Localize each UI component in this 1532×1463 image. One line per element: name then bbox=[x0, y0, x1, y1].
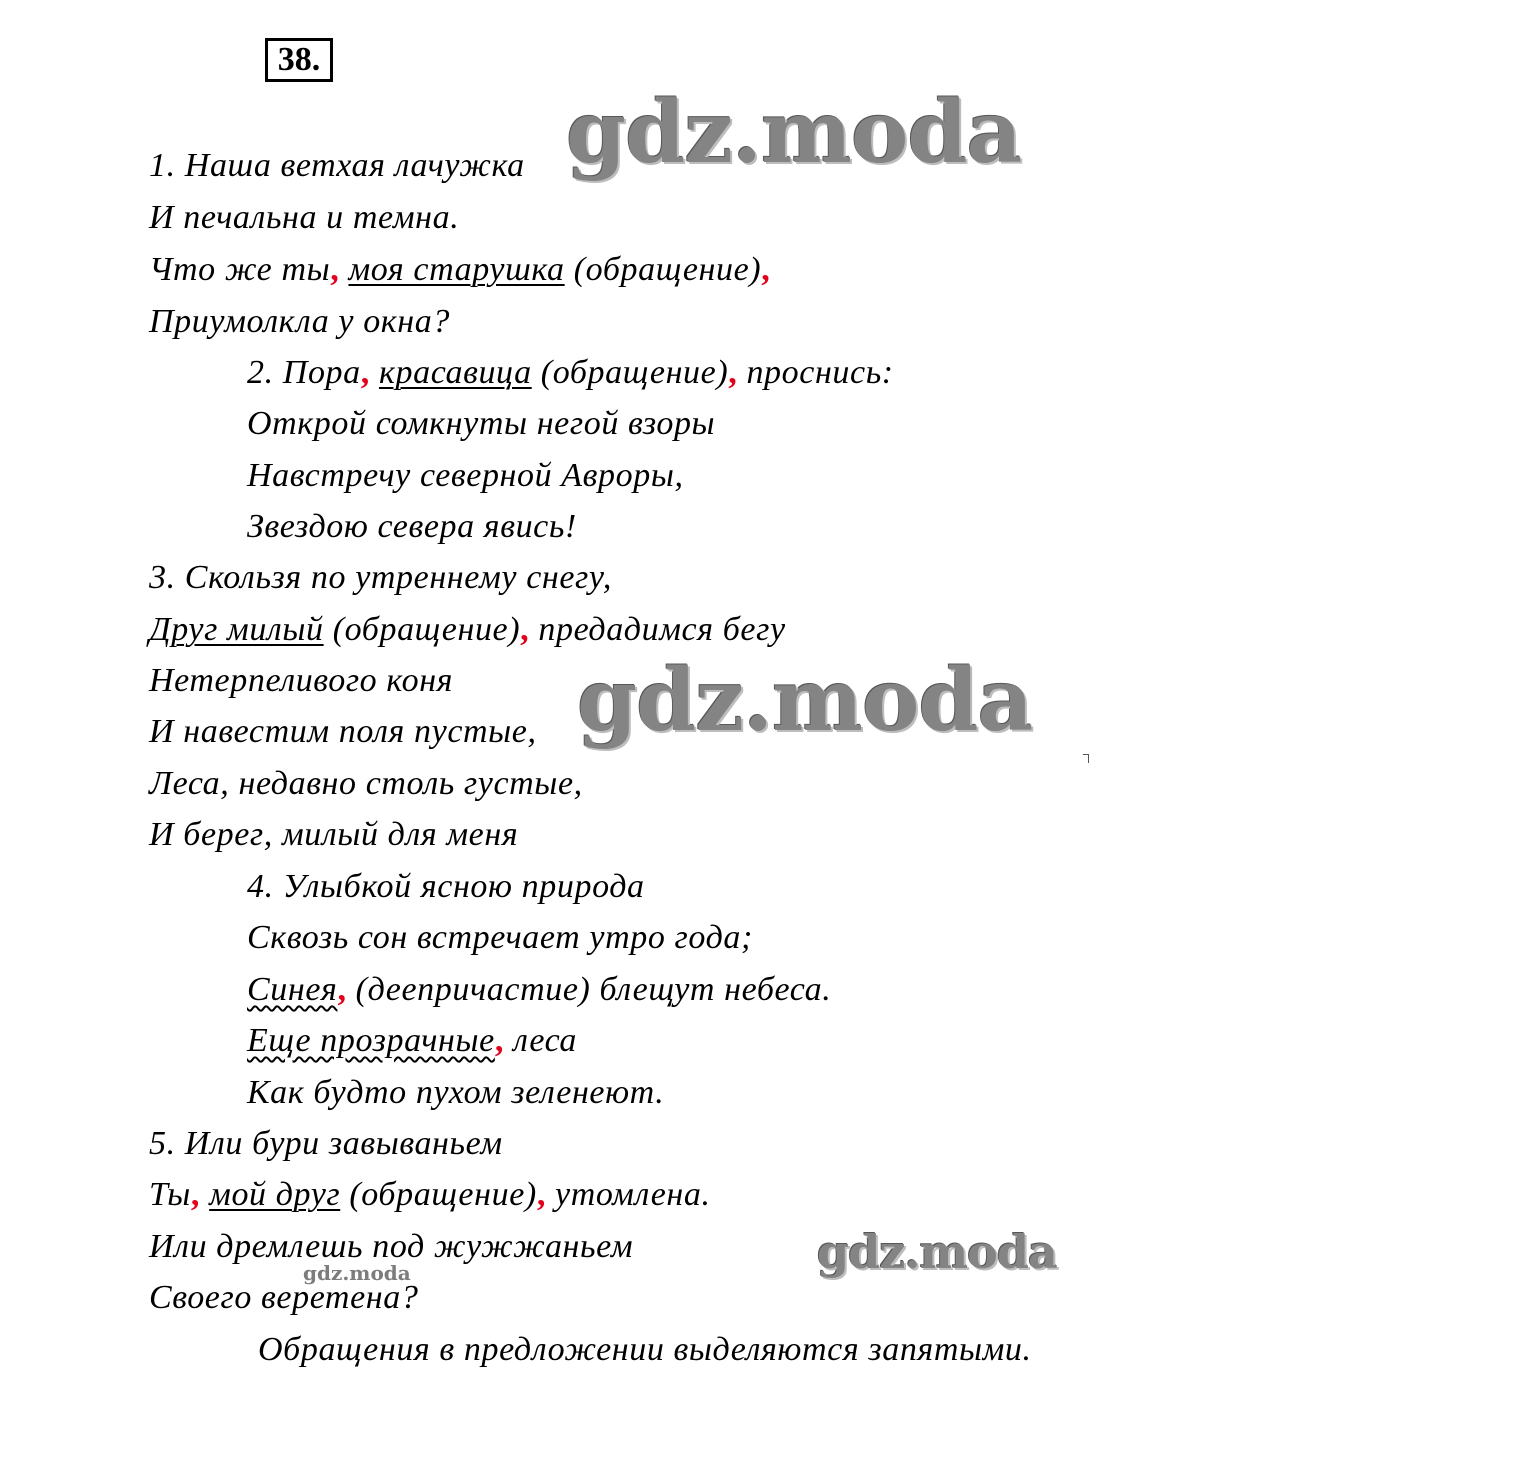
poem-3-line-1: 3. Скользя по утреннему снегу, bbox=[149, 559, 613, 596]
poem-3-line-3: Нетерпеливого коня bbox=[149, 662, 454, 699]
address-underlined: красавица bbox=[378, 354, 532, 391]
red-comma: , bbox=[494, 1022, 504, 1059]
red-comma: , bbox=[728, 354, 738, 391]
poem-3-line-2: Друг милый (обращение), предадимся бегу bbox=[149, 611, 786, 648]
poem-2-line-1: 2. Пора, красавица (обращение), проснись: bbox=[247, 354, 894, 391]
poem-5-line-3: Или дремлешь под жужжаньем bbox=[149, 1228, 634, 1265]
poem-2-line-4: Звездою севера явись! bbox=[247, 508, 577, 545]
poem-4-line-2: Сквозь сон встречает утро года; bbox=[247, 919, 753, 956]
red-comma: , bbox=[190, 1176, 201, 1213]
participle-wavy-underlined: Еще прозрачные bbox=[247, 1022, 495, 1059]
poem-4-line-1: 4. Улыбкой ясною природа bbox=[247, 868, 645, 905]
poem-3-line-4: И навестим поля пустые, bbox=[149, 713, 537, 750]
poem-1-line-2: И печальна и темна. bbox=[149, 199, 460, 236]
conclusion-text: Обращения в предложении выделяются запятыми. bbox=[258, 1331, 1032, 1368]
poem-2-line-3: Навстречу северной Авроры, bbox=[247, 457, 684, 494]
red-comma: , bbox=[520, 611, 530, 648]
poem-1-line-3: Что же ты, моя старушка (обращение), bbox=[149, 251, 771, 288]
poem-5-line-4: Своего веретена? bbox=[149, 1279, 419, 1316]
poem-4-line-3: Синея, (деепричастие) блещут небеса. bbox=[247, 971, 832, 1008]
watermark-bottom: gdz.moda bbox=[817, 1225, 1057, 1279]
poem-1-line-1: 1. Наша ветхая лачужка bbox=[149, 147, 525, 184]
participle-wavy-underlined: Синея bbox=[247, 971, 338, 1008]
poem-5-line-2: Ты, мой друг (обращение), утомлена. bbox=[149, 1176, 711, 1213]
poem-2-line-2: Открой сомкнуты негой взоры bbox=[247, 405, 716, 442]
poem-4-line-5: Как будто пухом зеленеют. bbox=[247, 1074, 665, 1111]
watermark-small: gdz.moda bbox=[303, 1261, 411, 1285]
watermark-top: gdz.moda bbox=[566, 82, 1022, 183]
poem-1-line-4: Приумолкла у окна? bbox=[149, 303, 450, 340]
red-comma: , bbox=[330, 251, 340, 288]
red-comma: , bbox=[360, 354, 370, 391]
task-number-box: 38. bbox=[265, 38, 333, 82]
red-comma: , bbox=[761, 251, 771, 288]
address-underlined: Друг милый bbox=[149, 611, 324, 648]
poem-4-line-4: Еще прозрачные, леса bbox=[247, 1022, 577, 1059]
poem-3-line-6: И берег, милый для меня bbox=[149, 816, 519, 853]
address-underlined: моя старушка bbox=[348, 251, 565, 288]
stray-mark bbox=[1083, 754, 1089, 763]
red-comma: , bbox=[536, 1176, 546, 1213]
red-comma: , bbox=[337, 971, 347, 1008]
poem-5-line-1: 5. Или бури завываньем bbox=[149, 1125, 503, 1162]
poem-3-line-5: Леса, недавно столь густые, bbox=[149, 765, 583, 802]
watermark-middle: gdz.moda bbox=[577, 650, 1033, 751]
address-underlined: мой друг bbox=[209, 1176, 341, 1213]
